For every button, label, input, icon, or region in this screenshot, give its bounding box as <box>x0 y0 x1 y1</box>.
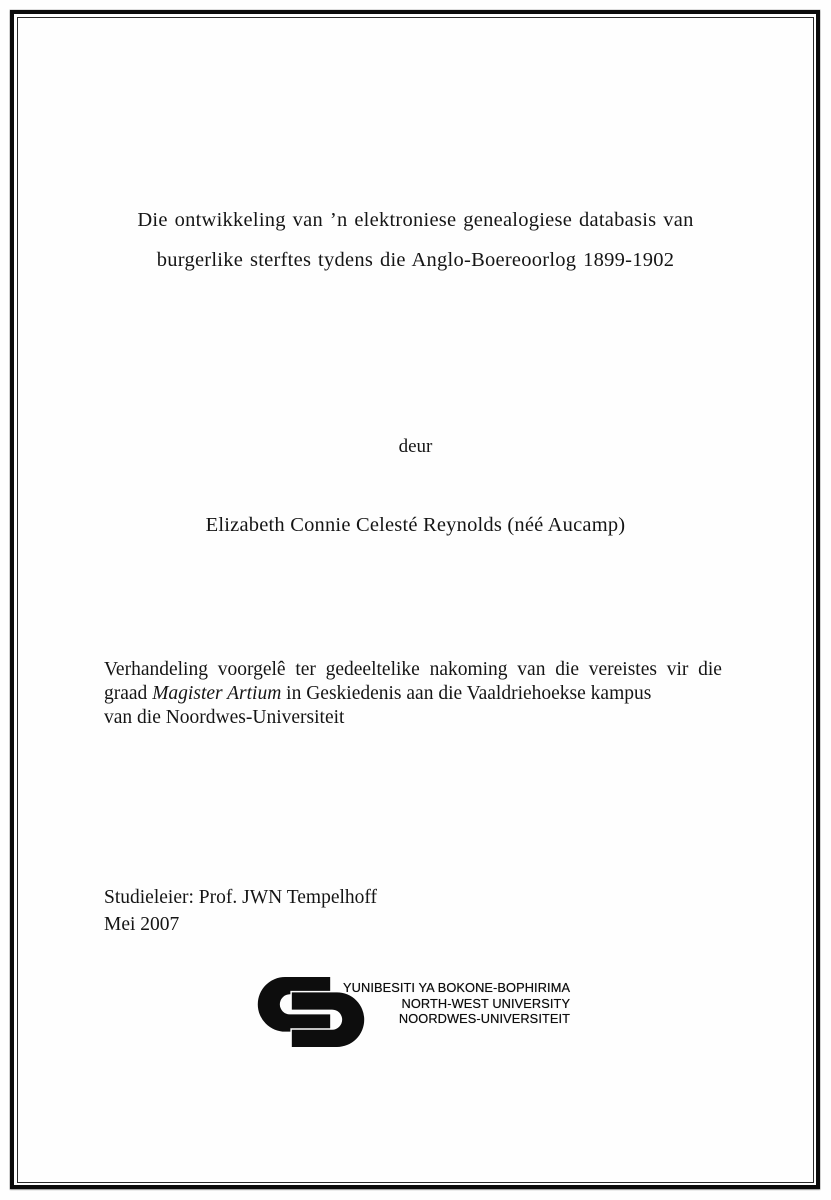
author-name: Elizabeth Connie Celesté Reynolds (néé Aucamp) <box>205 514 626 536</box>
thesis-title-line1: Die ontwikkeling van ’n elektroniese genealogiese databasis van <box>137 209 694 231</box>
nwu-logo-text <box>343 980 570 1027</box>
degree-name: Magister Artium <box>152 683 282 704</box>
logo-line-setswana: YUNIBESITI YA BOKONE-BOPHIRIMA <box>342 980 570 995</box>
statement-line3: van die Noordwes-Universiteit <box>104 707 345 728</box>
statement-line1: Verhandeling voorgelê ter gedeeltelike nakoming van die vereistes vir die <box>104 659 722 680</box>
thesis-title <box>40 200 791 280</box>
date-line: Mei 2007 <box>104 914 180 935</box>
statement-line2 <box>104 682 722 706</box>
logo-line-english: NORTH-WEST UNIVERSITY <box>401 995 570 1011</box>
supervisor-block <box>104 884 377 938</box>
byline-label: deur <box>398 436 433 457</box>
supervisor-line: Studieleier: Prof. JWN Tempelhoff <box>104 887 378 908</box>
statement-line2-suffix: in Geskiedenis aan die Vaaldriehoekse kampus <box>281 683 652 704</box>
thesis-statement <box>104 658 722 730</box>
statement-line2-prefix: graad <box>104 683 153 704</box>
thesis-title-line2: burgerlike sterftes tydens die Anglo-Boereoorlog 1899-1902 <box>156 249 675 271</box>
logo-line-afrikaans: NOORDWES-UNIVERSITEIT <box>398 1011 570 1027</box>
